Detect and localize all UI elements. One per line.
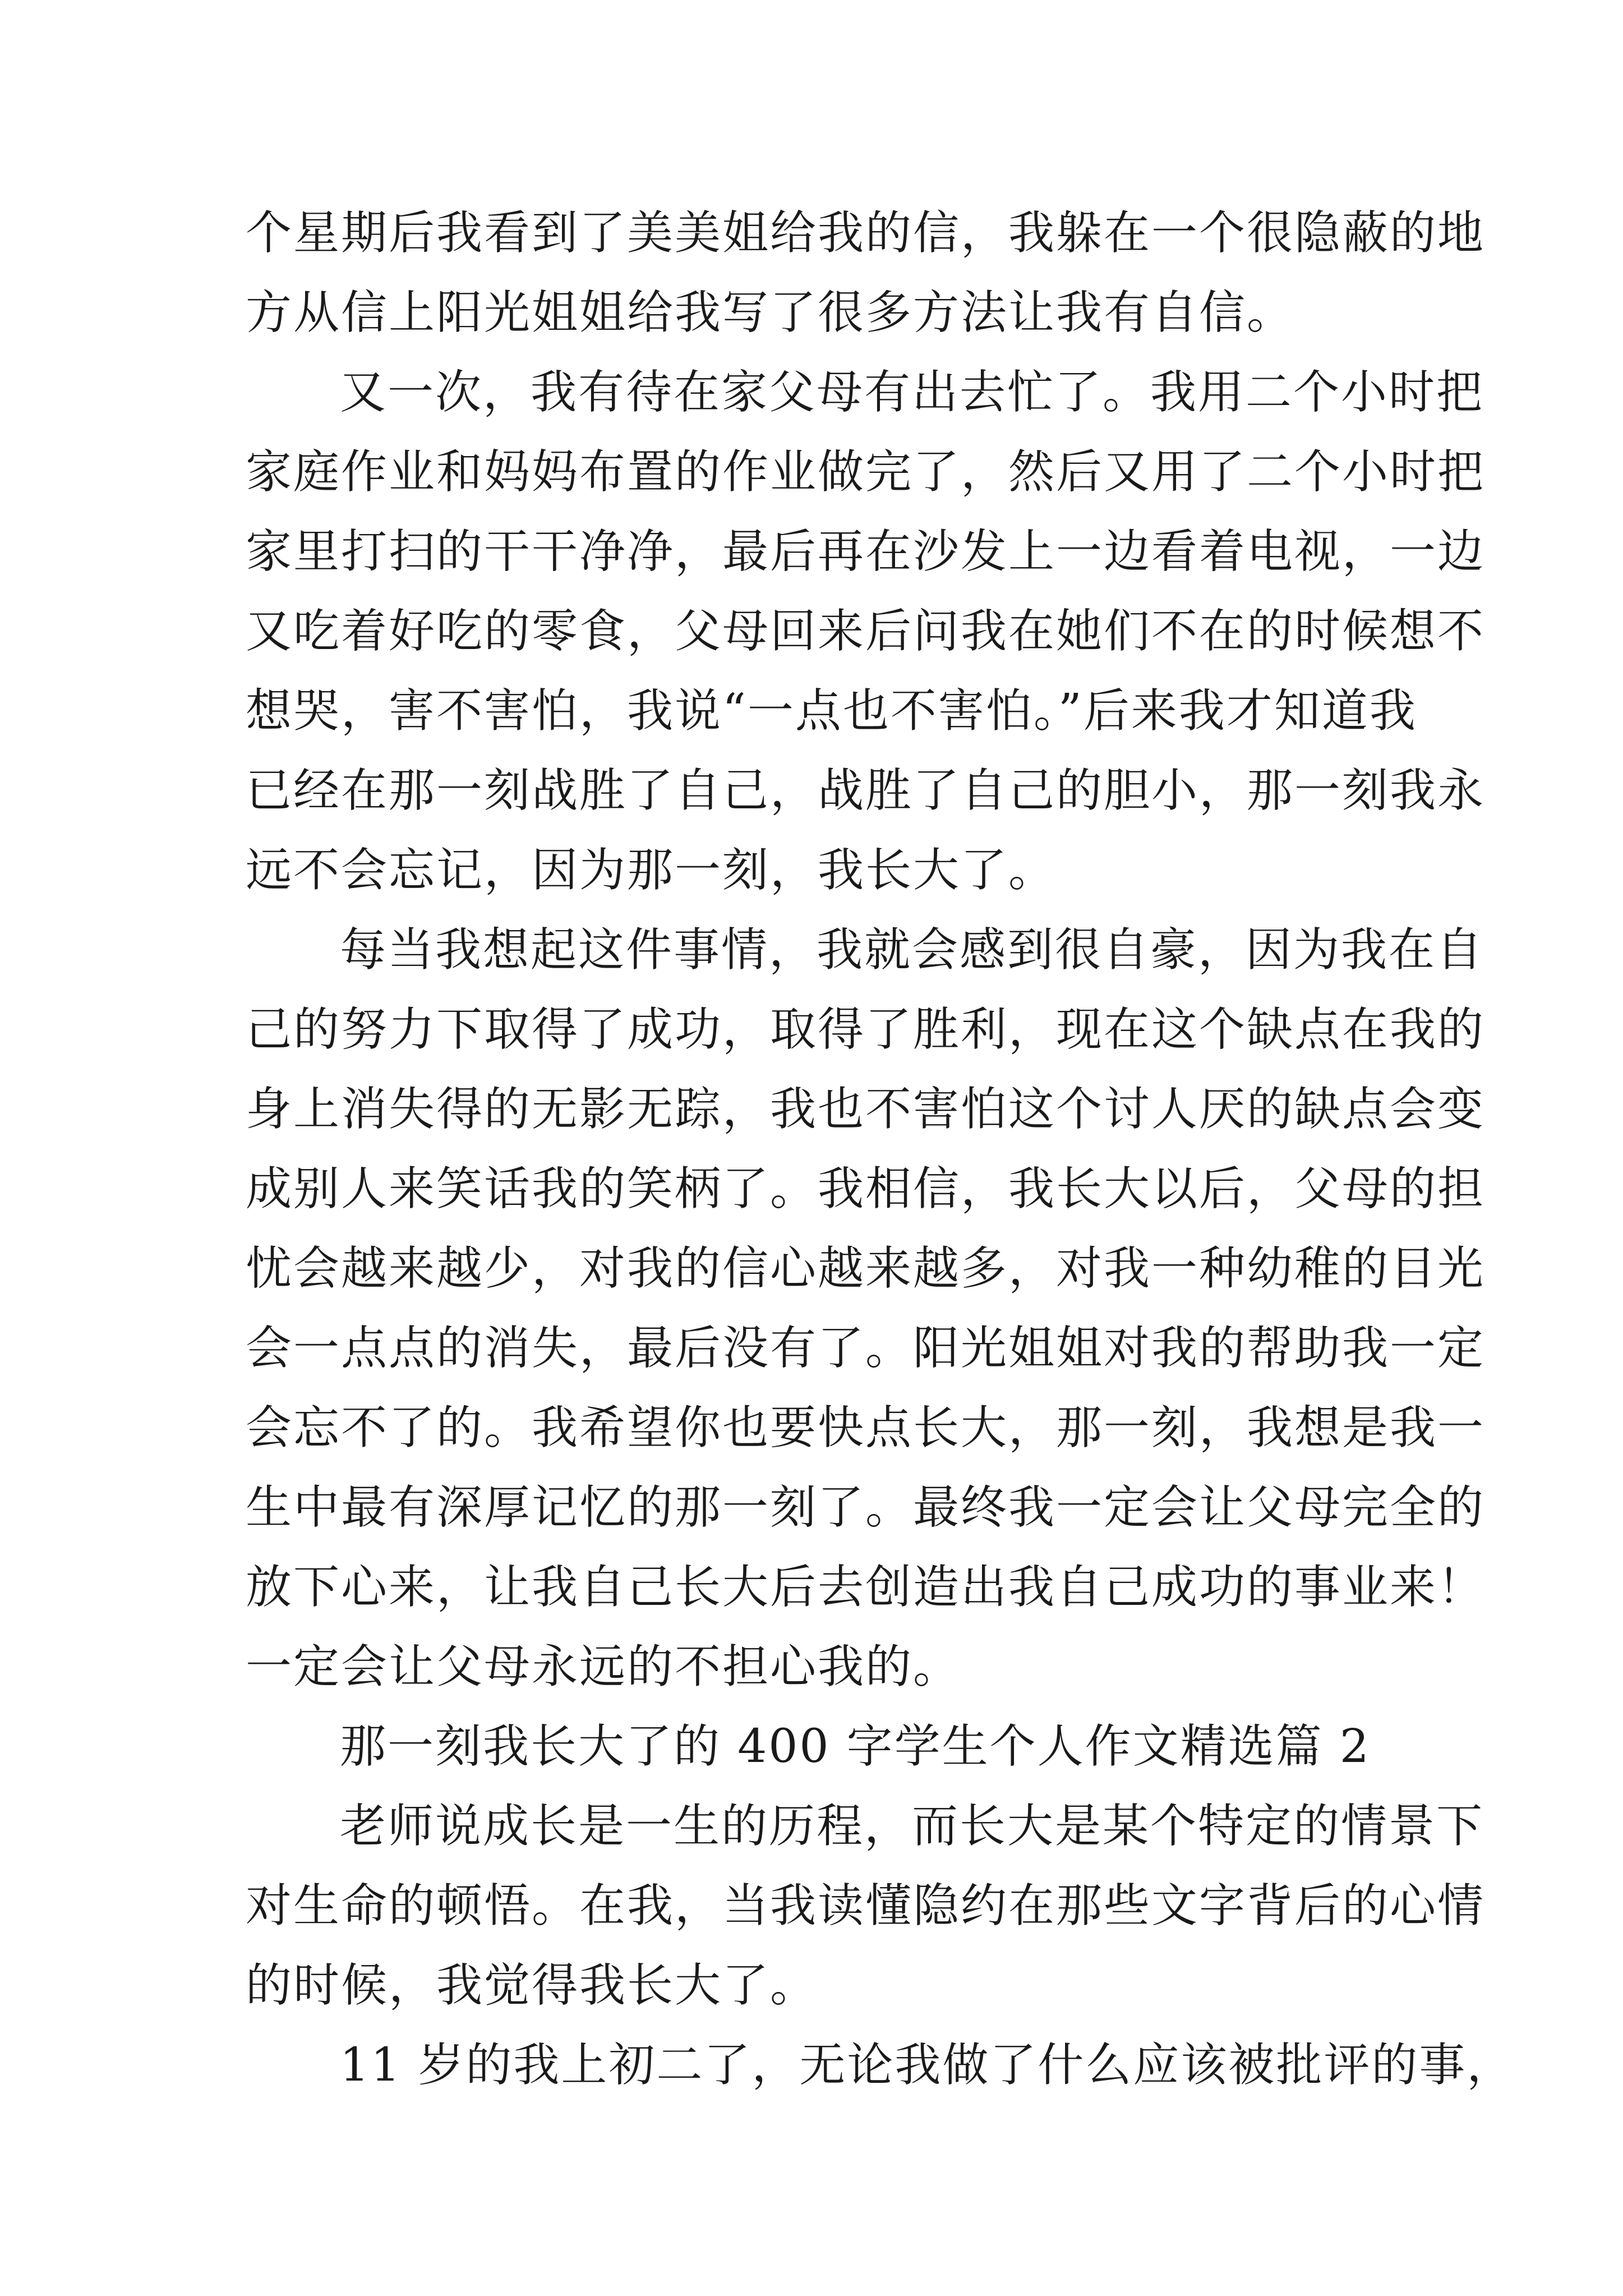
paragraph-start-line: 11 岁的我上初二了，无论我做了什么应该被批评的事， <box>340 2039 1515 2092</box>
text-line: 的时候，我觉得我长大了。 <box>246 1959 818 2012</box>
text-line: 又吃着好吃的零食，父母回来后问我在她们不在的时候想不 <box>246 605 1486 658</box>
text-line: 想哭，害不害怕，我说“一点也不害怕。”后来我才知道我 <box>246 684 1417 738</box>
paragraph-start-line: 老师说成长是一生的历程，而长大是某个特定的情景下 <box>340 1800 1484 1853</box>
text-line: 会忘不了的。我希望你也要快点长大，那一刻，我想是我一 <box>246 1401 1486 1455</box>
text-line: 己的努力下取得了成功，取得了胜利，现在这个缺点在我的 <box>246 1003 1486 1056</box>
text-line: 会一点点的消失，最后没有了。阳光姐姐对我的帮助我一定 <box>246 1322 1486 1375</box>
text-line: 成别人来笑话我的笑柄了。我相信，我长大以后，父母的担 <box>246 1162 1486 1216</box>
document-body <box>246 194 1515 2105</box>
text-line: 一定会让父母永远的不担心我的。 <box>246 1640 961 1694</box>
text-line: 家庭作业和妈妈布置的作业做完了，然后又用了二个小时把 <box>246 445 1486 499</box>
text-line: 远不会忘记，因为那一刻，我长大了。 <box>246 844 1057 897</box>
text-line: 对生命的顿悟。在我，当我读懂隐约在那些文字背后的心情 <box>246 1879 1486 1932</box>
paragraph-start-line: 每当我想起这件事情，我就会感到很自豪，因为我在自 <box>340 923 1484 977</box>
text-line: 生中最有深厚记忆的那一刻了。最终我一定会让父母完全的 <box>246 1481 1486 1534</box>
text-line: 放下心来，让我自己长大后去创造出我自己成功的事业来！ <box>246 1561 1486 1614</box>
text-line: 个星期后我看到了美美姐给我的信，我躲在一个很隐蔽的地 <box>246 206 1486 260</box>
paragraph-start-line: 又一次，我有待在家父母有出去忙了。我用二个小时把 <box>340 366 1484 419</box>
text-line: 身上消失得的无影无踪，我也不害怕这个讨人厌的缺点会变 <box>246 1083 1486 1136</box>
section-heading: 那一刻我长大了的 400 字学生个人作文精选篇 2 <box>340 1720 1371 1773</box>
text-line: 方从信上阳光姐姐给我写了很多方法让我有自信。 <box>246 286 1295 339</box>
text-line: 已经在那一刻战胜了自己，战胜了自己的胆小，那一刻我永 <box>246 764 1486 817</box>
text-line: 忧会越来越少，对我的信心越来越多，对我一种幼稚的目光 <box>246 1242 1486 1295</box>
text-line: 家里打扫的干干净净，最后再在沙发上一边看着电视，一边 <box>246 525 1486 578</box>
